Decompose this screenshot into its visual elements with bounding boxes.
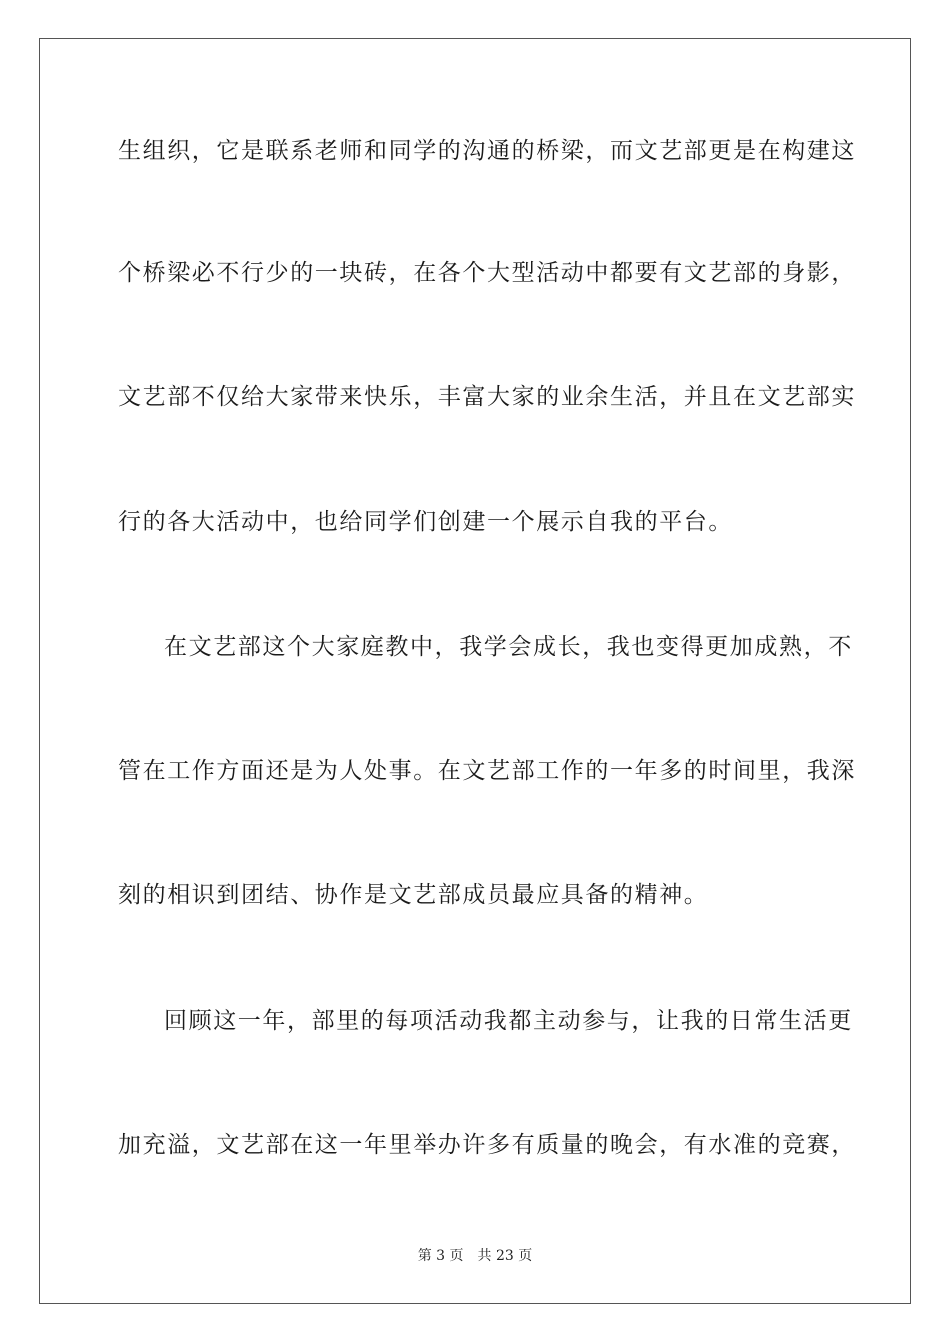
total-pages-label: 共 23 页 — [477, 1248, 533, 1264]
text-line-5-paragraph-start: 在文艺部这个大家庭教中，我学会成长，我也变得更加成熟，不 — [164, 634, 853, 660]
text-line-4: 行的各大活动中，也给同学们创建一个展示自我的平台。 — [118, 509, 733, 535]
page-footer — [0, 1247, 950, 1265]
text-line-7: 刻的相识到团结、协作是文艺部成员最应具备的精神。 — [118, 882, 709, 908]
text-line-9: 加充溢，文艺部在这一年里举办许多有质量的晚会，有水准的竞赛， — [118, 1132, 856, 1158]
text-line-8-paragraph-start: 回顾这一年，部里的每项活动我都主动参与，让我的日常生活更 — [164, 1008, 853, 1034]
text-line-6: 管在工作方面还是为人处事。在文艺部工作的一年多的时间里，我深 — [118, 758, 856, 784]
page-frame — [39, 38, 911, 1304]
text-line-1: 生组织，它是联系老师和同学的沟通的桥梁，而文艺部更是在构建这 — [118, 138, 856, 164]
text-line-2: 个桥梁必不行少的一块砖，在各个大型活动中都要有文艺部的身影， — [118, 260, 856, 286]
text-line-3: 文艺部不仅给大家带来快乐，丰富大家的业余生活，并且在文艺部实 — [118, 384, 856, 410]
current-page-label: 第 3 页 — [417, 1248, 464, 1264]
